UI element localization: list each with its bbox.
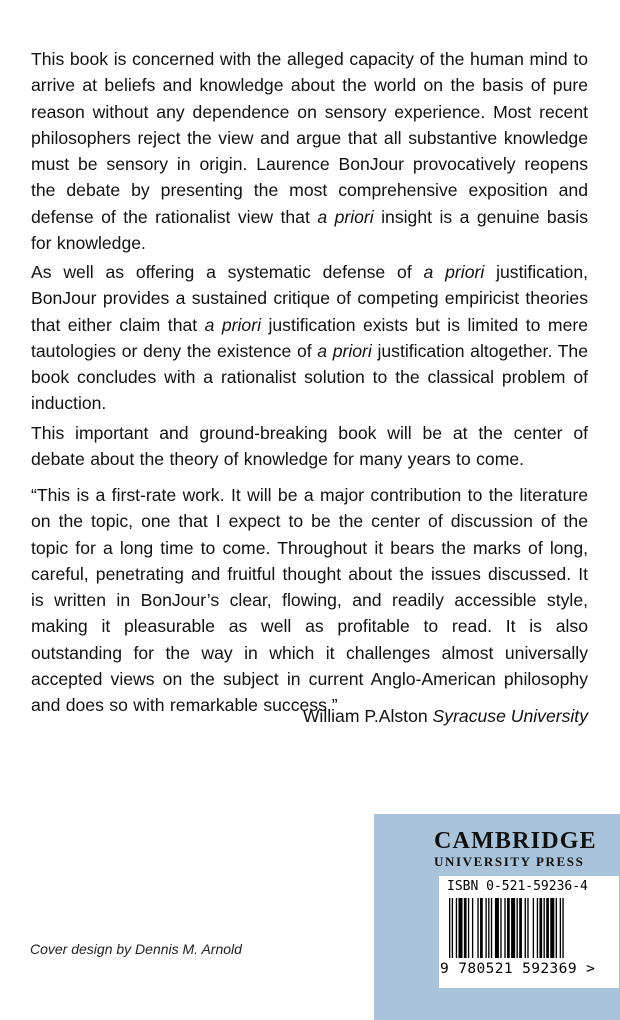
description-paragraph-3: This important and ground-breaking book will be at the center of debate about the theory of knowledge for many years to come. bbox=[31, 423, 588, 470]
barcode-box bbox=[439, 876, 619, 988]
reviewer-affiliation: Syracuse University bbox=[432, 706, 588, 726]
isbn-label: ISBN 0-521-59236-4 bbox=[447, 879, 588, 894]
publisher-subtitle: UNIVERSITY PRESS bbox=[434, 854, 585, 869]
barcode-icon bbox=[447, 898, 611, 960]
description-paragraph-1 bbox=[31, 46, 588, 256]
p1-text-a: This book is concerned with the alleged capacity of the human mind to arrive at beliefs and knowledge about the world on the basis of pure reason without any dependence on sensory experience. Most recent philosophers reject the view and argue that all substantive knowledge must be sensory in origin. Laurence BonJour provocatively reopens the debate by presenting the most comprehensive exposition and defense of the rationalist view that bbox=[31, 49, 588, 227]
publisher-logo: CAMBRIDGE bbox=[434, 828, 597, 854]
description-paragraph-2 bbox=[31, 259, 588, 417]
p2-italic-2: a priori bbox=[204, 314, 261, 335]
quote-attribution bbox=[303, 703, 588, 729]
reviewer-name: William P.Alston bbox=[302, 706, 428, 726]
p2-italic-3: a priori bbox=[317, 340, 372, 361]
cover-design-credit: Cover design by Dennis M. Arnold bbox=[30, 941, 242, 957]
p2-text-c: justification exists but is limited to mere tautologies or deny the existence of bbox=[31, 314, 589, 361]
p2-text-a: As well as offering a systematic defense of bbox=[31, 262, 424, 282]
p1-text-b: insight is a genuine basis for knowledge. bbox=[31, 206, 589, 254]
review-quote: “This is a first-rate work. It will be a major contribution to the literature on the topic, one that I expect to be the center of discussion of the topic for a long time to come. Throughout it bears the marks of long, careful, penetrating and fruitful thought about the issues discussed. It is written in BonJour’s clear, flowing, and readily accessible style, making it pleasurable as well as profitable to read. It is also outstanding for the way in which it challenges almost universally accepted views on the subject in current Anglo-American philosophy and does so with remarkable success.” bbox=[31, 485, 588, 716]
p2-text-d: justification altogether. The book concludes with a rationalist solution to the classical problem of induction. bbox=[31, 340, 588, 414]
p2-italic-1: a priori bbox=[423, 262, 485, 282]
p2-text-b: justification, BonJour provides a sustained critique of competing empiricist theories that either claim that bbox=[31, 262, 588, 335]
p1-italic-a-priori: a priori bbox=[317, 206, 374, 227]
ean-digits: 9 780521 592369 > bbox=[440, 961, 596, 977]
publisher-panel bbox=[374, 814, 620, 1020]
